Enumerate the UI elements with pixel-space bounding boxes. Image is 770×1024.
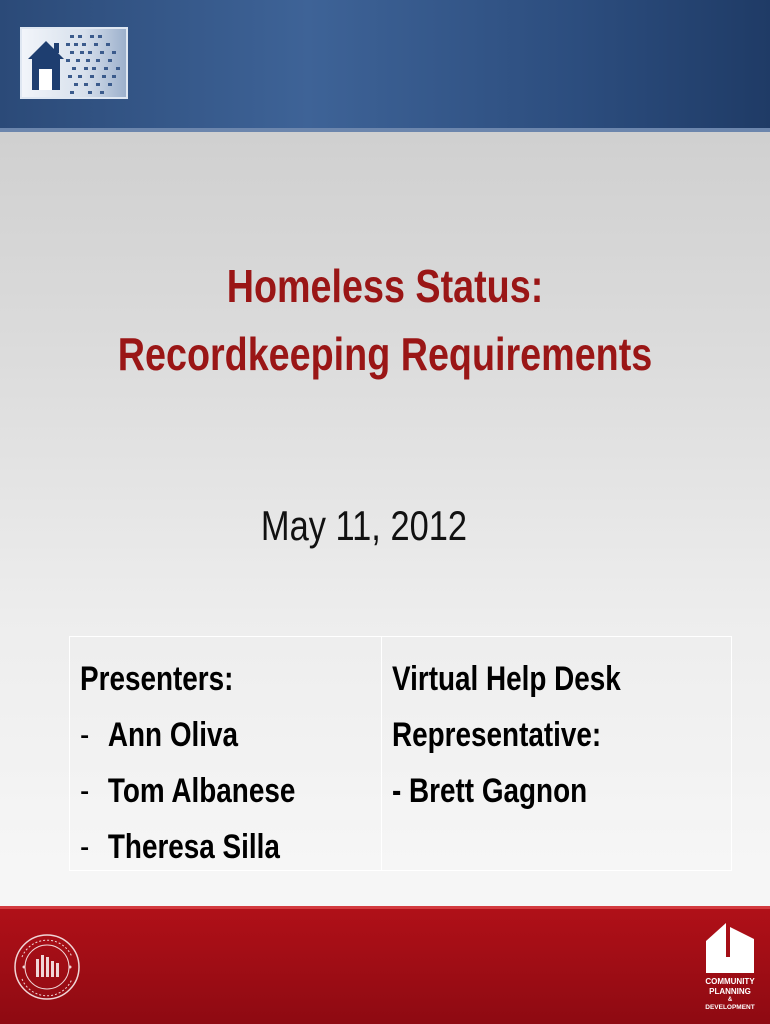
help-desk-heading-1: Virtual Help Desk: [392, 660, 621, 698]
house-icon: [22, 29, 126, 97]
cpd-wordmark: [702, 977, 758, 1013]
cpd-word-development: DEVELOPMENT: [705, 1004, 755, 1011]
presenter-item: - Theresa Silla: [80, 828, 280, 866]
cpd-word-community: COMMUNITY: [705, 977, 755, 986]
cpd-ampersand: &: [727, 997, 733, 1003]
footer-banner: [0, 906, 770, 1024]
header-banner: [0, 0, 770, 132]
presenter-item: - Tom Albanese: [80, 772, 296, 810]
help-desk-column: [392, 651, 621, 819]
cpd-building-icon: [702, 917, 758, 975]
presenter-name: Theresa Silla: [107, 828, 280, 866]
title-line-2: Recordkeeping Requirements: [117, 328, 653, 380]
column-divider: [381, 637, 382, 870]
help-desk-heading-2: Representative:: [392, 716, 602, 754]
hud-seal-icon: [12, 927, 82, 1007]
cpd-word-planning: PLANNING: [709, 987, 751, 996]
slide-title: [69, 252, 700, 388]
presenters-column: [80, 651, 295, 875]
title-line-1: Homeless Status:: [226, 260, 544, 312]
presenter-name: Tom Albanese: [107, 772, 296, 810]
cpd-logo: [702, 917, 758, 1021]
house-logo: [20, 27, 128, 99]
presenters-heading: Presenters:: [80, 660, 234, 698]
presenters-table: [69, 636, 732, 871]
presenter-item: - Ann Oliva: [80, 716, 239, 754]
help-desk-representative: - Brett Gagnon: [392, 772, 588, 810]
presenter-name: Ann Oliva: [107, 716, 239, 754]
presentation-date: May 11, 2012: [260, 502, 468, 549]
